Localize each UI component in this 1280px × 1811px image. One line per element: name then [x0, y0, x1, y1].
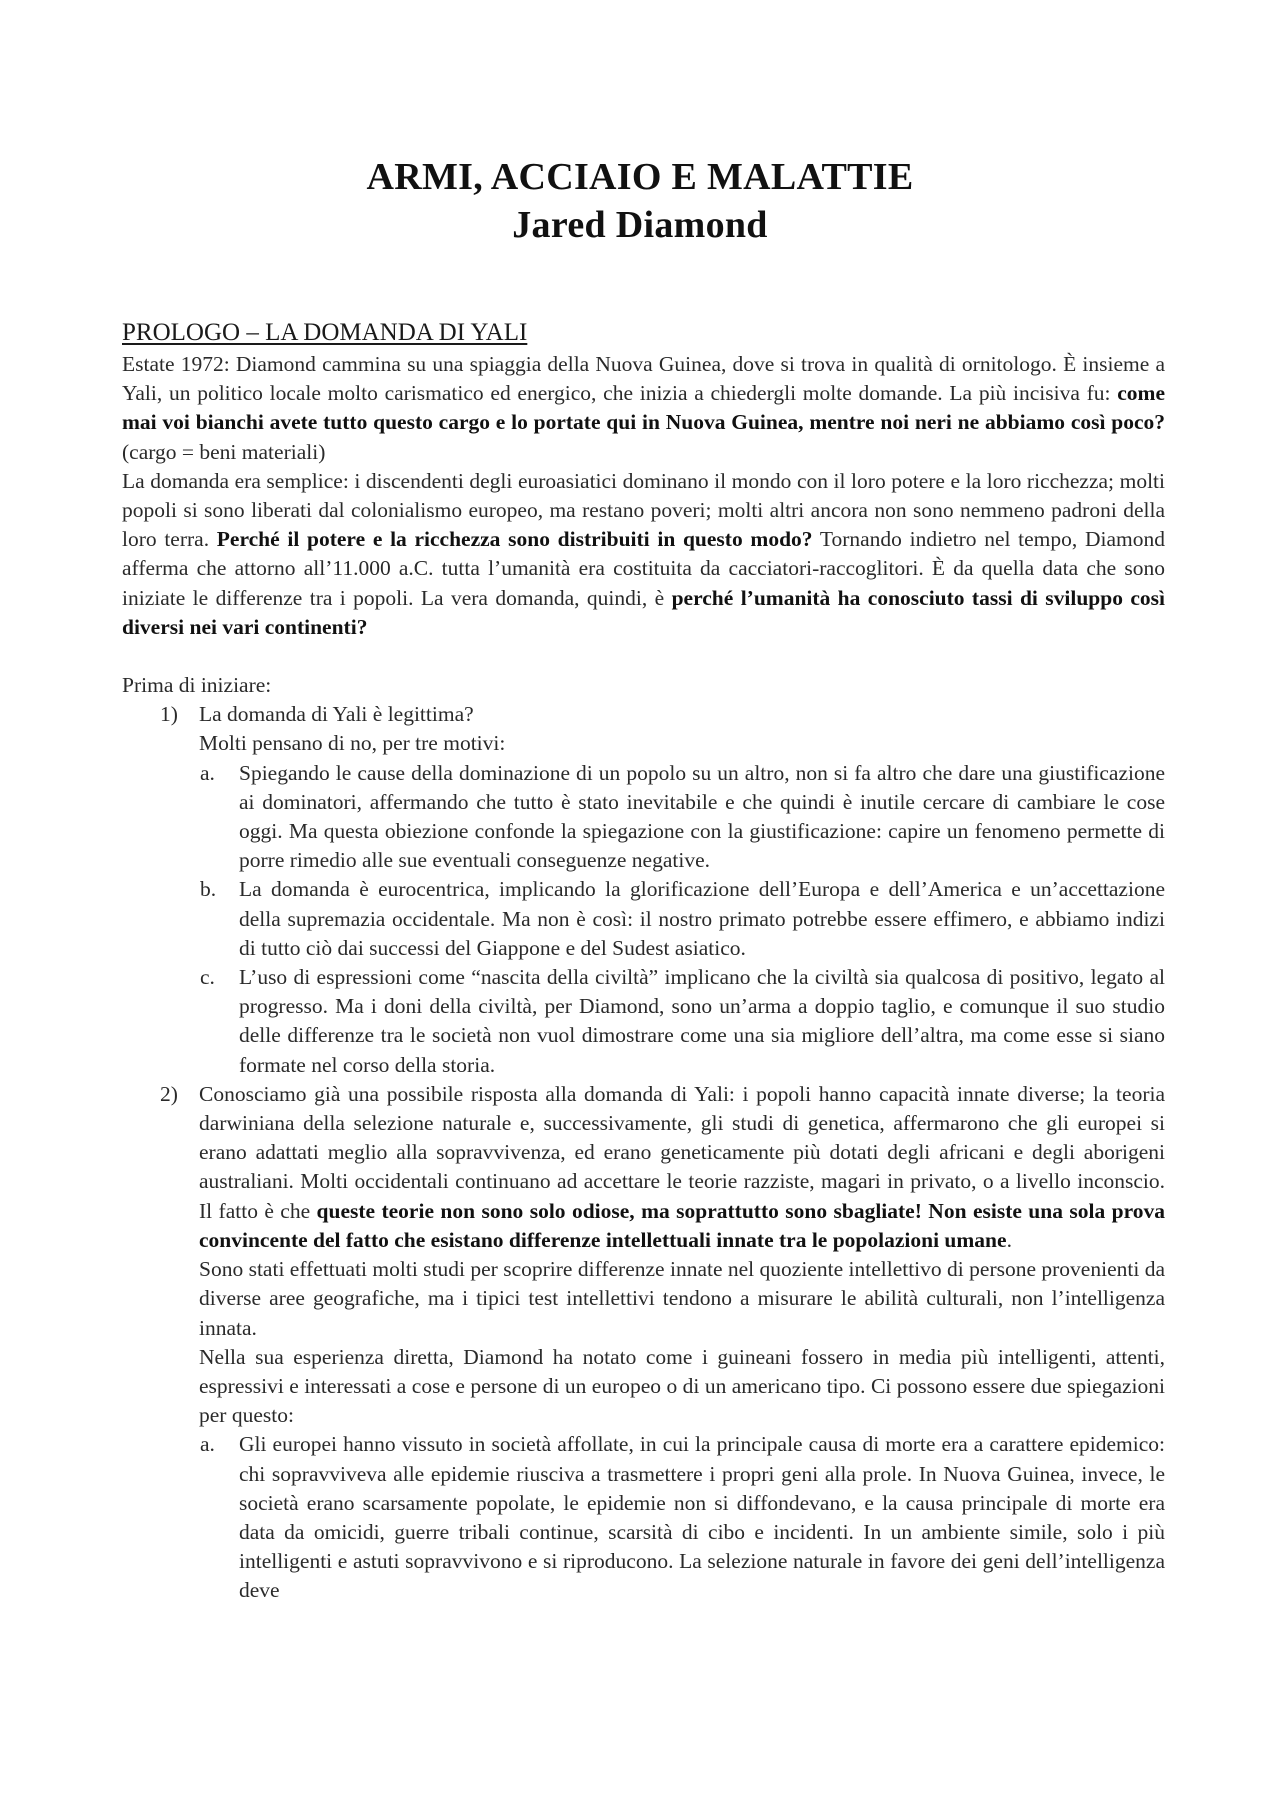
sub-item-text: L’uso di espressioni come “nascita della civiltà” implicano che la civiltà sia qualcosa di positivo, legato al progresso. Ma i doni della civiltà, per Diamond, sono un’arma a doppio taglio, e comunque il suo studio delle differenze tra le società non vuol dimostrare come una sia migliore dell’altra, ma come esse si siano formate nel corso della storia. — [239, 965, 1165, 1077]
list-item-2-number: 2) — [160, 1081, 178, 1106]
paragraph-2-text-a: La domanda era semplice: i discendenti degli euroasiatici dominano il mondo con il loro potere e la loro ricchezza; molti popoli si sono liberati dal colonialismo europeo, ma restano poveri; molti altri ancora non sono nemmeno padroni della loro terra. — [122, 468, 1165, 552]
sub-item-1b — [122, 875, 1165, 963]
section-heading: PROLOGO – LA DOMANDA DI YALI — [122, 319, 528, 346]
sub-item-letter: c. — [200, 965, 215, 990]
list-item-2-bold: queste teorie non sono solo odiose, ma soprattutto sono sbagliate! Non esiste una sola prova convincente del fatto che esistano differenze intellettuali innate tra le popolazioni umane — [199, 1198, 1165, 1252]
sub-item-1a — [122, 759, 1165, 876]
book-author — [0, 202, 1280, 248]
paragraph-2-bold-1: Perché il potere e la ricchezza sono distribuiti in questo modo? — [216, 527, 813, 552]
list-item-1-number: 1) — [160, 702, 178, 727]
book-title — [0, 154, 1280, 200]
sub-item-text: La domanda è eurocentrica, implicando la glorificazione dell’Europa e dell’America e un’accettazione della supremazia occidentale. Ma non è così: il nostro primato potrebbe essere effimero, e abbiamo indizi di tutto ciò dai successi del Giappone e del Sudest asiatico. — [239, 877, 1165, 960]
paragraph-1-bold: come mai voi bianchi avete tutto questo cargo e lo portate qui in Nuova Guinea, mentre noi neri ne abbiamo così poco? — [122, 381, 1165, 435]
list-item-2-text-end: . — [1006, 1227, 1012, 1252]
sub-item-2a — [122, 1430, 1165, 1605]
book-title-text: ARMI, ACCIAIO E MALATTIE — [366, 156, 914, 198]
list-item-2-paragraph-3: Nella sua esperienza diretta, Diamond ha notato come i guineani fossero in media più intelligenti, attenti, espressivi e interessati a cose e persone di un europeo o di un americano tipo. Ci possono essere due spiegazioni per questo: — [199, 1344, 1165, 1428]
paragraph-2-text-b: Tornando indietro nel tempo, Diamond afferma che attorno all’11.000 a.C. tutta l’umanità era costituita da cacciatori-raccoglitori. È da quella data che sono iniziate le differenze tra i popoli. La vera domanda, quindi, è — [122, 527, 1165, 610]
sub-item-letter: a. — [200, 760, 215, 785]
list-item-1-line-1: La domanda di Yali è legittima? — [199, 702, 474, 727]
paragraph-2-bold-2: perché l’umanità ha conosciuto tassi di sviluppo così diversi nei vari continenti? — [122, 585, 1165, 639]
list-item-1-line-2: Molti pensano di no, per tre motivi: — [199, 731, 506, 756]
paragraph-2 — [122, 467, 1165, 642]
paragraph-1 — [122, 350, 1165, 467]
list-item-1 — [122, 700, 1165, 758]
list-item-2-paragraph-1 — [199, 1080, 1165, 1255]
paragraph-1-text-c: (cargo = beni materiali) — [122, 439, 326, 464]
sub-item-text: Spiegando le cause della dominazione di un popolo su un altro, non si fa altro che dare una giustificazione ai dominatori, affermando che tutto è stato inevitabile e che quindi è inutile cercare di cambiare le cose oggi. Ma questa obiezione confonde la spiegazione con la giustificazione: capire un fenomeno permette di porre rimedio alle sue eventuali conseguenze negative. — [239, 760, 1165, 873]
list-item-2-text-a: Conosciamo già una possibile risposta alla domanda di Yali: i popoli hanno capacità innate diverse; la teoria darwiniana della selezione naturale e, successivamente, gli studi di genetica, affermarono che gli europei si erano adattati meglio alla sopravvivenza, ed erano geneticamente più dotati degli africani e degli aborigeni australiani. Molti occidentali continuano ad accettare le teorie razziste, magari in privato, o a livello inconscio. Il fatto è che — [199, 1081, 1165, 1223]
list-item-2-paragraph-2: Sono stati effettuati molti studi per scoprire differenze innate nel quoziente intellettivo di persone provenienti da diverse aree geografiche, ma i tipici test intellettivi tendono a misurare le abilità culturali, non l’intelligenza innata. — [199, 1257, 1165, 1340]
intro-line: Prima di iniziare: — [122, 673, 272, 698]
spacer — [122, 642, 1165, 671]
list-item-2 — [122, 1080, 1165, 1430]
sub-item-1c — [122, 963, 1165, 1080]
book-author-text: Jared Diamond — [512, 204, 768, 246]
sub-item-letter: a. — [200, 1432, 215, 1457]
document-body — [122, 318, 1165, 1606]
sub-item-text: Gli europei hanno vissuto in società affollate, in cui la principale causa di morte era a carattere epidemico: chi sopravviveva alle epidemie riusciva a trasmettere i propri geni alla prole. In Nuova Guinea, invece, le società erano scarsamente popolate, le epidemie non si diffondevano, e la causa principale di morte era data da omicidi, guerre tribali continue, scarsità di cibo e incidenti. In un ambiente simile, solo i più intelligenti e astuti sopravvivono e si riproducono. La selezione naturale in favore dei geni dell’intelligenza deve — [239, 1432, 1165, 1603]
sub-item-letter: b. — [200, 877, 217, 902]
paragraph-1-text-a: Estate 1972: Diamond cammina su una spiaggia della Nuova Guinea, dove si trova in qualità di ornitologo. È insieme a Yali, un politico locale molto carismatico ed energico, che inizia a chiedergli molte domande. La più incisiva fu: — [122, 352, 1165, 406]
